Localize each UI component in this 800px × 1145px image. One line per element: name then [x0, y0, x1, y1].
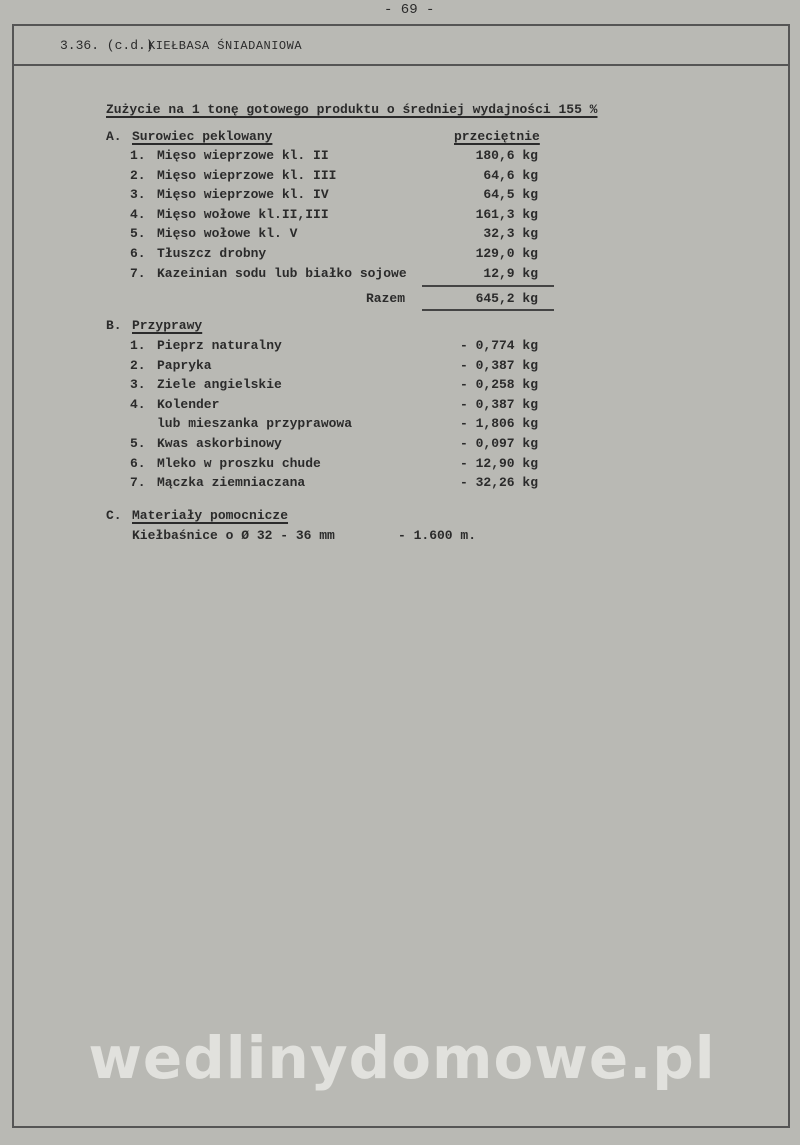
item-number: 7.: [130, 475, 146, 491]
section-a-title: Surowiec peklowany: [132, 129, 273, 144]
item-name: Tłuszcz drobny: [157, 246, 267, 261]
item-number: 5.: [130, 436, 146, 451]
item-value: 64,6 kg: [483, 167, 538, 183]
item-number: 6.: [130, 246, 146, 261]
item-number: 2.: [130, 167, 146, 183]
item-value: - 1,806 kg: [459, 416, 538, 432]
item-value: - 0,097 kg: [459, 436, 538, 451]
item-name: Kwas askorbinowy: [157, 436, 282, 451]
page-number: - 69 -: [384, 2, 435, 18]
header-row: [14, 26, 788, 66]
casing-item-name: Kiełbaśnice o Ø 32 - 36 mm: [132, 528, 335, 543]
total-value: 645,2 kg: [475, 291, 538, 306]
item-name: Mięso wołowe kl. V: [157, 226, 298, 242]
item-value: 64,5 kg: [483, 187, 538, 203]
watermark-text: wedlinydomowe.pl: [88, 1024, 716, 1092]
item-value: - 32,26 kg: [459, 475, 538, 491]
item-value: - 0,387 kg: [459, 396, 538, 412]
item-number: 4.: [130, 206, 146, 222]
item-name: Mleko w proszku chude: [157, 455, 321, 471]
item-name: Mięso wieprzowe kl. IV: [157, 187, 329, 203]
section-a-label: A.: [106, 129, 122, 144]
item-number: 6.: [130, 455, 146, 471]
section-c-label: C.: [106, 508, 122, 523]
item-number: 1.: [130, 338, 146, 353]
casing-item-value: - 1.600 m.: [398, 528, 477, 543]
item-name: Pieprz naturalny: [157, 338, 282, 353]
item-number: 7.: [130, 265, 146, 281]
item-number: 2.: [130, 357, 146, 373]
section-b-label: B.: [106, 318, 122, 333]
consumption-heading: Zużycie na 1 tonę gotowego produktu o średniej wydajności 155 %: [106, 102, 598, 117]
item-name: Mączka ziemniaczana: [157, 475, 306, 491]
item-number: 4.: [130, 396, 146, 412]
item-value: - 0,258 kg: [459, 377, 538, 393]
document-frame: [12, 24, 790, 1128]
total-rule-bottom: [422, 309, 554, 311]
item-name: Ziele angielskie: [157, 377, 282, 393]
average-column-header: przeciętnie: [454, 129, 540, 144]
item-value: - 0,387 kg: [459, 357, 538, 373]
item-number: 3.: [130, 187, 146, 203]
total-rule-top: [422, 285, 554, 287]
item-number: 1.: [130, 148, 146, 163]
item-number: 5.: [130, 226, 146, 242]
item-name: Mięso wołowe kl.II,III: [157, 206, 329, 222]
item-name: Mięso wieprzowe kl. II: [157, 148, 329, 163]
recipe-title: KIEŁBASA ŚNIADANIOWA: [148, 39, 303, 53]
item-value: - 0,774 kg: [459, 338, 538, 353]
section-c-title: Materiały pomocnicze: [132, 508, 289, 523]
item-number: 3.: [130, 377, 146, 393]
recipe-code: 3.36. (c.d.): [60, 38, 154, 53]
item-name: Kolender: [157, 396, 220, 412]
item-value: 12,9 kg: [483, 265, 538, 281]
item-value: 32,3 kg: [483, 226, 538, 242]
item-name: Papryka: [157, 357, 212, 373]
item-value: 129,0 kg: [475, 246, 538, 261]
item-value: 161,3 kg: [475, 206, 538, 222]
section-b-title: Przyprawy: [132, 318, 203, 333]
item-name: Kazeinian sodu lub białko sojowe: [157, 265, 407, 281]
item-name: lub mieszanka przyprawowa: [157, 416, 353, 432]
item-value: - 12,90 kg: [459, 455, 538, 471]
item-name: Mięso wieprzowe kl. III: [157, 167, 337, 183]
item-value: 180,6 kg: [475, 148, 538, 163]
total-label: Razem: [366, 291, 406, 306]
